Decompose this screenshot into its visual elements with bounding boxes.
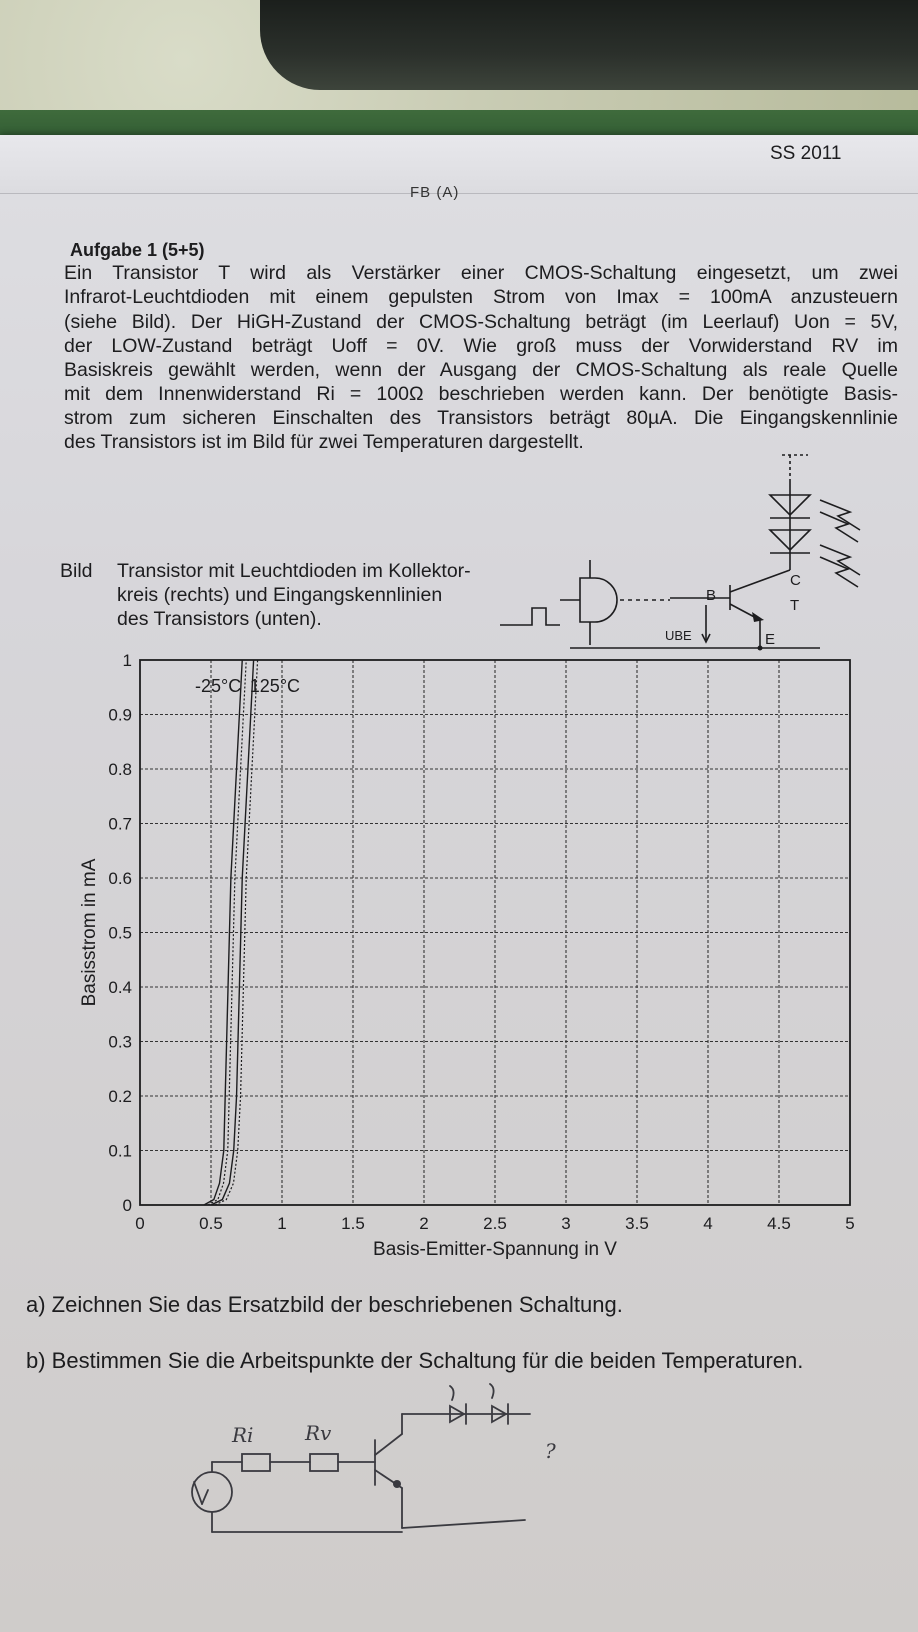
task-text-line: Infrarot-Leuchtdioden mit einem gepulsten Strom von Imax = 100mA anzusteuern — [64, 286, 898, 308]
x-tick-label: 0 — [135, 1214, 145, 1233]
ube-label: UBE — [665, 628, 692, 643]
series-labels — [195, 676, 300, 696]
desk-shadow — [260, 0, 918, 90]
transistor-circuit-diagram — [520, 450, 918, 680]
x-tick-label: 1.5 — [341, 1214, 365, 1233]
y-tick-label: 0.2 — [108, 1087, 132, 1106]
x-tick-label: 3 — [561, 1214, 571, 1233]
y-tick-label: 0.1 — [108, 1141, 132, 1161]
task-text-line: mit dem Innenwiderstand Ri = 100Ω beschrieben werden kann. Der benötigte Basis- — [64, 383, 898, 405]
y-axis-label: Basisstrom in mA — [79, 858, 100, 1007]
y-tick-label: 0.8 — [108, 760, 132, 779]
figure-caption-label: Bild — [60, 560, 93, 582]
task-text-line: Ein Transistor T wird als Verstärker einer CMOS-Schaltung eingesetzt, um zwei — [64, 262, 898, 284]
figure-caption-line: kreis (rechts) und Eingangskennlinien — [117, 584, 443, 606]
y-tick-label: 0.9 — [108, 705, 132, 725]
x-tick-label: 2 — [419, 1214, 429, 1233]
x-tick-label: 5 — [845, 1214, 855, 1233]
task-text-line: (siehe Bild). Der HiGH-Zustand der CMOS-Schaltung beträgt (im Leerlauf) Uon = 5V, — [64, 311, 898, 333]
task-text-line: strom zum sicheren Einschalten des Transistors beträgt 80µA. Die Eingangskennlinie — [64, 407, 898, 429]
y-tick-label: 0.5 — [108, 923, 132, 943]
series-label: 125°C — [249, 676, 301, 696]
y-tick-label: 0.4 — [108, 978, 132, 997]
handwritten-rv: Rv — [305, 1421, 332, 1445]
task-text-line: der LOW-Zustand beträgt Uoff = 0V. Wie groß muss der Vorwiderstand RV im — [64, 335, 898, 357]
figure-caption-line: des Transistors (unten). — [117, 608, 322, 630]
transistor-label: T — [790, 597, 800, 614]
x-tick-label: 2.5 — [483, 1214, 507, 1233]
y-tick-labels — [108, 651, 132, 1215]
x-tick-label: 1 — [277, 1214, 287, 1233]
task-title: Aufgabe 1 (5+5) — [70, 240, 205, 260]
question-b: b) Bestimmen Sie die Arbeitspunkte der Schaltung für die beiden Temperaturen. — [26, 1348, 804, 1373]
y-tick-label: 0.7 — [108, 814, 132, 834]
y-tick-label: 0 — [122, 1196, 132, 1215]
handwritten-ri: Ri — [232, 1423, 254, 1447]
x-tick-label: 4.5 — [767, 1214, 791, 1233]
question-a: a) Zeichnen Sie das Ersatzbild der beschriebenen Schaltung. — [26, 1292, 623, 1317]
y-tick-label: 0.6 — [108, 869, 132, 888]
semester-label: SS 2011 — [770, 143, 842, 164]
base-current-chart — [60, 651, 855, 1280]
sheet-code: FB (A) — [410, 184, 460, 201]
y-tick-label: 1 — [122, 651, 132, 670]
collector-label: C — [790, 572, 801, 589]
handwritten-question-mark: ? — [545, 1439, 556, 1463]
task-text-line: des Transistors ist im Bild für zwei Temperaturen dargestellt. — [64, 431, 584, 453]
figure-caption-line: Transistor mit Leuchtdioden im Kollektor- — [117, 560, 471, 582]
y-tick-label: 0.3 — [108, 1032, 132, 1052]
handwritten-circuit-sketch — [180, 1370, 600, 1550]
emitter-label: E — [765, 631, 776, 648]
x-tick-label: 3.5 — [625, 1214, 649, 1233]
task-text-line: Basiskreis gewählt werden, wenn der Ausgang der CMOS-Schaltung als reale Quelle — [64, 359, 898, 381]
x-axis-label: Basis-Emitter-Spannung in V — [373, 1239, 617, 1260]
base-label: B — [706, 587, 717, 604]
series-label: -25°C — [194, 676, 242, 696]
x-tick-label: 0.5 — [199, 1214, 223, 1233]
x-tick-label: 4 — [703, 1214, 713, 1233]
x-tick-labels — [135, 1214, 854, 1233]
